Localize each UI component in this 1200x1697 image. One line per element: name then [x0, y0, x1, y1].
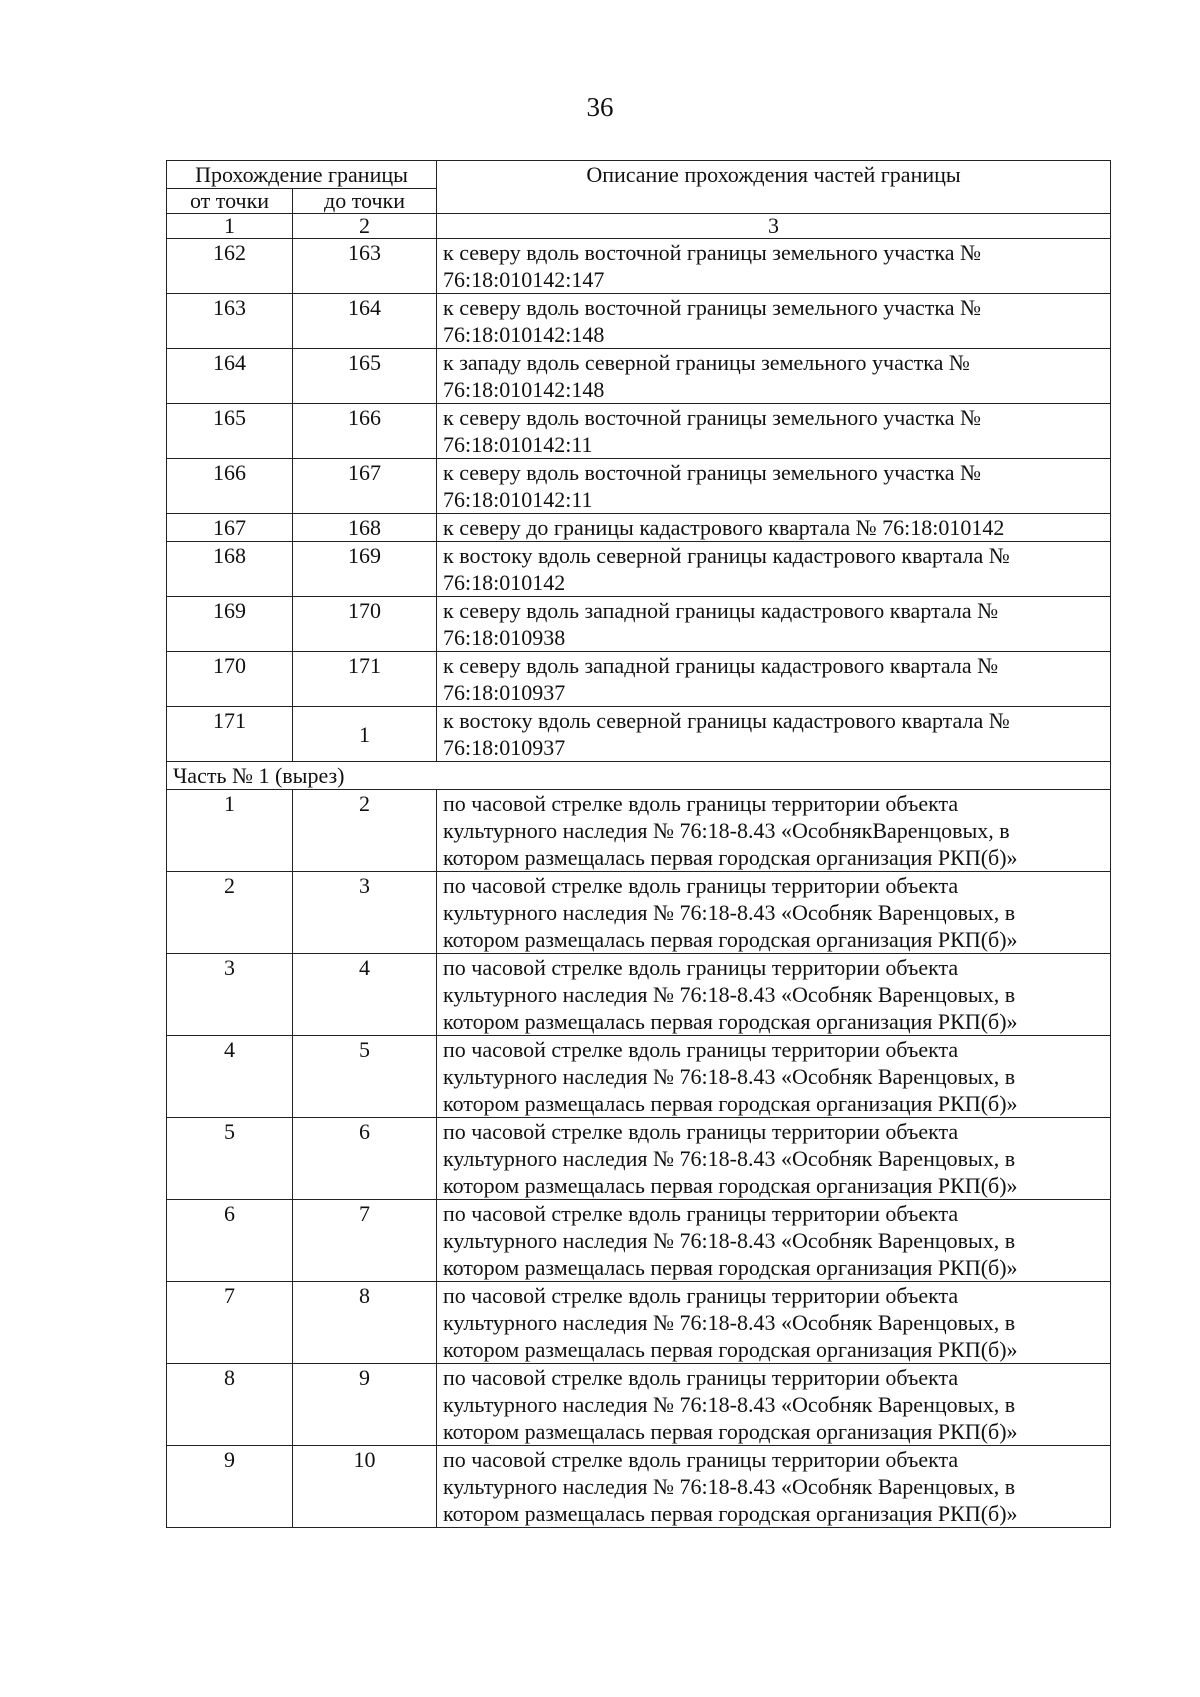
to-point-cell: 2 — [293, 790, 437, 872]
from-point-cell: 6 — [167, 1200, 293, 1282]
description-line: котором размещалась первая городская организация РКП(б)» — [443, 1255, 1018, 1280]
table-row — [167, 1282, 1111, 1364]
description-line: по часовой стрелке вдоль границы территории объекта — [443, 873, 959, 898]
description-cell — [437, 459, 1111, 514]
page-number: 36 — [586, 92, 614, 122]
description-line: котором размещалась первая городская организация РКП(б)» — [443, 927, 1018, 952]
from-point-cell: 163 — [167, 294, 293, 349]
from-point-cell: 166 — [167, 459, 293, 514]
from-point-cell: 164 — [167, 349, 293, 404]
description-line: 76:18:010142 — [443, 570, 566, 595]
to-point-cell: 171 — [293, 652, 437, 707]
to-point-cell: 169 — [293, 542, 437, 597]
to-point-cell: 168 — [293, 514, 437, 542]
table-row — [167, 954, 1111, 1036]
table-row — [167, 404, 1111, 459]
from-point-cell: 168 — [167, 542, 293, 597]
description-line: по часовой стрелке вдоль границы территории объекта — [443, 1037, 959, 1062]
table-row — [167, 597, 1111, 652]
to-point-cell: 10 — [293, 1446, 437, 1528]
to-point-cell: 166 — [293, 404, 437, 459]
column-number-1: 1 — [167, 214, 293, 239]
to-point-cell: 164 — [293, 294, 437, 349]
from-point-cell: 5 — [167, 1118, 293, 1200]
description-line: культурного наследия № 76:18-8.43 «Особняк Варенцовых, в — [443, 1392, 1016, 1417]
to-point-cell: 5 — [293, 1036, 437, 1118]
description-line: 76:18:010142:147 — [443, 267, 605, 292]
from-point-cell: 8 — [167, 1364, 293, 1446]
description-line: по часовой стрелке вдоль границы территории объекта — [443, 1201, 959, 1226]
description-cell — [437, 954, 1111, 1036]
to-point-cell: 6 — [293, 1118, 437, 1200]
boundary-table — [166, 160, 1111, 1528]
to-point-cell: 9 — [293, 1364, 437, 1446]
to-point-cell: 163 — [293, 239, 437, 294]
table-row — [167, 1036, 1111, 1118]
from-point-cell: 1 — [167, 790, 293, 872]
from-point-cell: 9 — [167, 1446, 293, 1528]
table-header — [167, 161, 1111, 239]
description-cell — [437, 294, 1111, 349]
description-line: по часовой стрелке вдоль границы территории объекта — [443, 955, 959, 980]
part-label: Часть № 1 (вырез) — [167, 762, 1111, 790]
to-point-cell: 165 — [293, 349, 437, 404]
description-line: по часовой стрелке вдоль границы территории объекта — [443, 791, 959, 816]
to-point-cell: 8 — [293, 1282, 437, 1364]
description-line: по часовой стрелке вдоль границы территории объекта — [443, 1119, 959, 1144]
table-row — [167, 542, 1111, 597]
to-point-cell: 7 — [293, 1200, 437, 1282]
description-cell — [437, 1118, 1111, 1200]
description-line: культурного наследия № 76:18-8.43 «ОсобнякВаренцовых, в — [443, 818, 1010, 843]
table-row — [167, 790, 1111, 872]
description-cell — [437, 1036, 1111, 1118]
description-cell — [437, 1446, 1111, 1528]
table-row — [167, 652, 1111, 707]
description-cell — [437, 542, 1111, 597]
table-row — [167, 707, 1111, 762]
description-line: 76:18:010142:11 — [443, 432, 593, 457]
from-point-cell: 165 — [167, 404, 293, 459]
description-line: культурного наследия № 76:18-8.43 «Особняк Варенцовых, в — [443, 1064, 1016, 1089]
table-row — [167, 1446, 1111, 1528]
description-line: культурного наследия № 76:18-8.43 «Особняк Варенцовых, в — [443, 1474, 1016, 1499]
description-cell — [437, 872, 1111, 954]
description-line: к западу вдоль северной границы земельного участка № — [443, 350, 970, 375]
column-number-2: 2 — [293, 214, 437, 239]
to-point-cell: 3 — [293, 872, 437, 954]
table-row — [167, 1200, 1111, 1282]
from-point-cell: 169 — [167, 597, 293, 652]
description-line: к северу до границы кадастрового квартала № 76:18:010142 — [443, 515, 1005, 540]
description-line: 76:18:010937 — [443, 680, 566, 705]
description-line: культурного наследия № 76:18-8.43 «Особняк Варенцовых, в — [443, 900, 1016, 925]
description-line: 76:18:010937 — [443, 735, 566, 760]
description-line: к северу вдоль западной границы кадастрового квартала № — [443, 653, 999, 678]
description-cell — [437, 404, 1111, 459]
description-line: культурного наследия № 76:18-8.43 «Особняк Варенцовых, в — [443, 982, 1016, 1007]
to-point-cell: 167 — [293, 459, 437, 514]
description-line: к северу вдоль восточной границы земельного участка № — [443, 240, 982, 265]
table-row — [167, 514, 1111, 542]
description-line: по часовой стрелке вдоль границы территории объекта — [443, 1447, 959, 1472]
part-rows — [167, 790, 1111, 1528]
description-line: культурного наследия № 76:18-8.43 «Особняк Варенцовых, в — [443, 1310, 1016, 1335]
from-point-cell: 4 — [167, 1036, 293, 1118]
to-point-cell: 1 — [293, 707, 437, 762]
description-line: 76:18:010142:11 — [443, 487, 593, 512]
table-row — [167, 459, 1111, 514]
description-line: котором размещалась первая городская организация РКП(б)» — [443, 1501, 1018, 1526]
description-line: 76:18:010142:148 — [443, 377, 605, 402]
description-line: котором размещалась первая городская организация РКП(б)» — [443, 1337, 1018, 1362]
description-cell — [437, 597, 1111, 652]
description-cell — [437, 514, 1111, 542]
description-line: к востоку вдоль северной границы кадастрового квартала № — [443, 708, 1010, 733]
description-cell — [437, 1364, 1111, 1446]
header-boundary-passage: Прохождение границы — [167, 161, 437, 189]
table-row — [167, 239, 1111, 294]
description-cell — [437, 1200, 1111, 1282]
from-point-cell: 171 — [167, 707, 293, 762]
boundary-rows — [167, 239, 1111, 762]
description-cell — [437, 349, 1111, 404]
description-line: к северу вдоль западной границы кадастрового квартала № — [443, 598, 999, 623]
description-line: культурного наследия № 76:18-8.43 «Особняк Варенцовых, в — [443, 1146, 1016, 1171]
from-point-cell: 7 — [167, 1282, 293, 1364]
description-line: котором размещалась первая городская организация РКП(б)» — [443, 845, 1018, 870]
description-line: по часовой стрелке вдоль границы территории объекта — [443, 1283, 959, 1308]
part-section — [167, 762, 1111, 790]
from-point-cell: 170 — [167, 652, 293, 707]
column-number-3: 3 — [437, 214, 1111, 239]
to-point-cell: 4 — [293, 954, 437, 1036]
to-point-cell: 170 — [293, 597, 437, 652]
description-line: по часовой стрелке вдоль границы территории объекта — [443, 1365, 959, 1390]
from-point-cell: 167 — [167, 514, 293, 542]
description-line: к северу вдоль восточной границы земельного участка № — [443, 405, 982, 430]
table-row — [167, 872, 1111, 954]
description-line: 76:18:010938 — [443, 625, 566, 650]
description-cell — [437, 1282, 1111, 1364]
table-row — [167, 294, 1111, 349]
description-cell — [437, 790, 1111, 872]
from-point-cell: 162 — [167, 239, 293, 294]
description-line: котором размещалась первая городская организация РКП(б)» — [443, 1419, 1018, 1444]
description-line: к востоку вдоль северной границы кадастрового квартала № — [443, 543, 1010, 568]
header-from-point: от точки — [167, 189, 293, 214]
description-line: к северу вдоль восточной границы земельного участка № — [443, 295, 982, 320]
description-line: культурного наследия № 76:18-8.43 «Особняк Варенцовых, в — [443, 1228, 1016, 1253]
from-point-cell: 2 — [167, 872, 293, 954]
from-point-cell: 3 — [167, 954, 293, 1036]
table-row — [167, 1118, 1111, 1200]
header-to-point: до точки — [293, 189, 437, 214]
description-cell — [437, 652, 1111, 707]
description-line: котором размещалась первая городская организация РКП(б)» — [443, 1091, 1018, 1116]
description-cell — [437, 239, 1111, 294]
table-row — [167, 1364, 1111, 1446]
table-row — [167, 349, 1111, 404]
description-line: котором размещалась первая городская организация РКП(б)» — [443, 1009, 1018, 1034]
description-cell — [437, 707, 1111, 762]
description-line: к северу вдоль восточной границы земельного участка № — [443, 460, 982, 485]
description-line: котором размещалась первая городская организация РКП(б)» — [443, 1173, 1018, 1198]
header-description: Описание прохождения частей границы — [437, 161, 1111, 214]
description-line: 76:18:010142:148 — [443, 322, 605, 347]
